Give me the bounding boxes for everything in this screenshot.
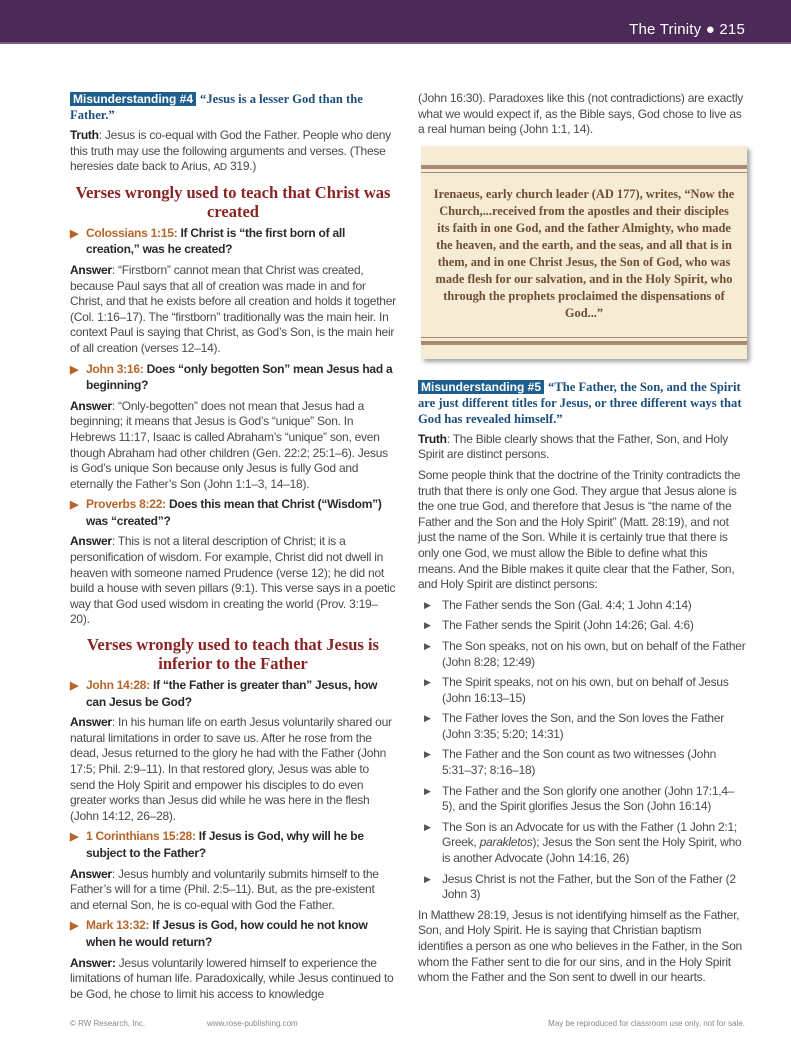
truth-paragraph xyxy=(418,432,746,463)
list-item xyxy=(422,784,746,815)
truth-text: : The Bible clearly shows that the Father, Son, and Holy Spirit are distinct persons. xyxy=(418,431,729,462)
truth-text: : Jesus is co-equal with God the Father. People who deny this truth may use the following arguments and verses. (These heresies date back to Arius, xyxy=(70,128,391,174)
era: AD xyxy=(213,162,227,174)
verse-ref: Proverbs 8:22: xyxy=(86,497,166,512)
question: Does “only begotten Son” mean Jesus had a beginning? xyxy=(86,361,393,393)
answer-label: Answer: xyxy=(70,955,116,970)
divider xyxy=(421,341,747,345)
body-paragraph: Some people think that the doctrine of the Trinity contradicts the truth that there is only one God. They argue that Jesus alone is the one true God, and therefore that Jesus is “the name of the Father and the Son and the Holy Spirit” (Matt. 28:19), and not just the name of the Son. While it is certainly true that there is only one God, we must allow the Bible to define what this means. And the Bible makes it quite clear that the Father, Son, and Holy Spirit are distinct persons: xyxy=(418,467,741,592)
list-text: ); Jesus the Son sent the Holy Spirit, who is another Advocate (John 14:16, 26) xyxy=(442,835,742,866)
left-column xyxy=(70,91,396,1007)
triangle-bullet-icon: ▶ xyxy=(70,499,79,512)
answer-paragraph xyxy=(70,867,396,914)
answer-text: : “Only-begotten” does not mean that Jesus had a beginning; it means that Jesus is God’s “unique” Son. In Hebrews 11:17, Isaac is called Abraham’s “unique” son, even though Abraham had other children (Gen. 22:2; 25:1–6). Jesus is God’s unique Son because only Jesus is fully God and eternally the Father’s Son (John 1:1–3, 14–18). xyxy=(70,398,388,491)
misunderstanding-tag: Misunderstanding #4 xyxy=(70,92,196,106)
verse-ref: 1 Corinthians 15:28: xyxy=(86,829,196,844)
triangle-bullet-icon: ▶ xyxy=(424,599,431,610)
answer-paragraph xyxy=(70,263,396,357)
question-item xyxy=(70,829,396,861)
page-footer xyxy=(0,1007,791,1050)
page-header xyxy=(0,0,791,44)
triangle-bullet-icon: ▶ xyxy=(424,749,431,760)
footer-url[interactable]: www.rose-publishing.com xyxy=(207,1019,298,1029)
answer-paragraph xyxy=(70,715,396,824)
triangle-bullet-icon: ▶ xyxy=(424,677,431,688)
list-item xyxy=(422,820,746,867)
list-text: The Father sends the Son (Gal. 4:4; 1 John 4:14) xyxy=(442,597,692,612)
triangle-bullet-icon: ▶ xyxy=(70,680,79,693)
page-body xyxy=(0,44,791,1007)
misunderstanding-tag: Misunderstanding #5 xyxy=(418,380,544,394)
list-item xyxy=(422,598,746,614)
answer-label: Answer xyxy=(70,715,112,730)
divider xyxy=(421,165,747,169)
running-title: The Trinity ● 215 xyxy=(629,21,745,38)
triangle-bullet-icon: ▶ xyxy=(424,620,431,631)
verse-ref: John 14:28: xyxy=(86,678,150,693)
claim: “The Father, the Son, and the Spirit are just different titles for Jesus, or three different ways that God has revealed himself.” xyxy=(418,379,742,426)
question: If Christ is “the first born of all creation,” was he created? xyxy=(86,225,346,257)
answer-paragraph xyxy=(70,399,396,493)
quote-text: 177), writes, “Now the Church,...received from the apostles and their disciples its faith in one God, and the father Almighty, who made the heaven, and the earth, and the seas, and all that is in them, and in one Christ Jesus, the Son of God, who was made flesh for our salvation, and in the Holy Spirit, who through the prophets proclaimed the dispensations of God...” xyxy=(435,186,735,320)
answer-text: : In his human life on earth Jesus voluntarily shared our natural limitations in order to save us. After he rose from the dead, Jesus returned to the glory he had with the Father (John 17:5; Phil. 2:9–11). In that restored glory, Jesus was able to send the Holy Spirit and empower his disciples to do even greater works than Jesus did while he was here in the flesh (John 14:12, 26–28). xyxy=(70,715,392,823)
question-item xyxy=(70,497,396,529)
question: If Jesus is God, why will he be subject to the Father? xyxy=(86,829,364,860)
footer-copyright: © RW Research, Inc. xyxy=(70,1019,146,1029)
list-text: The Father and the Son glorify one another (John 17:1,4–5), and the Spirit glorifies Jesus the Son (John 16:14) xyxy=(442,783,735,814)
question-item xyxy=(70,362,396,394)
verse-ref: John 3:16: xyxy=(86,361,144,376)
list-text: The Father and the Son count as two witnesses (John 5:31–37; 8:16–18) xyxy=(442,747,717,778)
question: Does this mean that Christ (“Wisdom”) was “created”? xyxy=(86,497,382,528)
list-text: The Father sends the Spirit (John 14:26; Gal. 4:6) xyxy=(442,618,694,633)
answer-text: : Jesus humbly and voluntarily submits himself to the Father’s will for a time (Phil. 2:5–11). But, as the pre-existent and eternal Son, he is co-equal with God the Father. xyxy=(70,866,379,912)
triangle-bullet-icon: ▶ xyxy=(424,640,431,651)
answer-paragraph xyxy=(70,534,396,628)
list-item xyxy=(422,675,746,706)
divider xyxy=(421,337,747,338)
truth-label: Truth xyxy=(70,128,99,142)
section-heading-created: Verses wrongly used to teach that Christ was created xyxy=(75,182,391,221)
quote-pre: Irenaeus, early church leader ( xyxy=(433,186,596,201)
list-text: The Father loves the Son, and the Son loves the Father (John 3:35; 5:20; 14:31) xyxy=(442,711,725,741)
list-text: Jesus Christ is not the Father, but the Son of the Father (2 John 3) xyxy=(442,871,736,902)
triangle-bullet-icon: ▶ xyxy=(424,785,431,796)
triangle-bullet-icon: ▶ xyxy=(70,831,79,844)
answer-text: : This is not a literal description of Christ; it is a personification of wisdom. For example, Christ did not dwell in heaven with someone named Prudence (verse 12); he did not build a house with seven pillars (9:1). This verse says in a poetic way that God used wisdom in creating the world (Prov. 3:19–20). xyxy=(70,534,396,627)
greek-term: parakletos xyxy=(479,835,533,850)
claim: “Jesus is a lesser God than the Father.” xyxy=(70,92,363,122)
triangle-bullet-icon: ▶ xyxy=(424,821,431,832)
answer-label: Answer xyxy=(70,866,112,881)
era: AD xyxy=(595,186,614,201)
answer-label: Answer xyxy=(70,262,112,277)
triangle-bullet-icon: ▶ xyxy=(424,873,431,884)
list-item xyxy=(422,747,746,778)
irenaeus-quote xyxy=(433,186,735,322)
list-item xyxy=(422,618,746,634)
right-column xyxy=(418,91,746,1007)
list-item xyxy=(422,711,746,742)
question: If Jesus is God, how could he not know when he would return? xyxy=(86,918,368,949)
verse-ref: Colossians 1:15: xyxy=(86,225,178,240)
triangle-bullet-icon: ▶ xyxy=(70,227,79,240)
divider xyxy=(421,172,747,173)
triangle-bullet-icon: ▶ xyxy=(70,363,79,376)
question-item xyxy=(70,226,396,258)
answer-text: Jesus voluntarily lowered himself to experience the limitations of human life. Paradoxically, while Jesus continued to be God, he chose to limit his access to knowledge xyxy=(70,955,394,1001)
answer-label: Answer xyxy=(70,398,112,413)
year: 319.) xyxy=(226,159,257,174)
misunderstanding-5-heading xyxy=(418,379,746,427)
list-text: The Spirit speaks, not on his own, but on behalf of Jesus (John 16:13–15) xyxy=(442,675,729,705)
list-item xyxy=(422,872,746,903)
truth-label: Truth xyxy=(418,431,447,446)
triangle-bullet-icon: ▶ xyxy=(70,920,79,933)
list-text: The Son speaks, not on his own, but on behalf of the Father (John 8:28; 12:49) xyxy=(442,638,746,669)
section-heading-inferior: Verses wrongly used to teach that Jesus is inferior to the Father xyxy=(87,635,379,674)
continued-paragraph: (John 16:30). Paradoxes like this (not contradictions) are exactly what we would expect if, as the Bible says, God chose to live as a real human being (John 1:1, 14). xyxy=(418,91,744,137)
misunderstanding-4-heading xyxy=(70,91,396,123)
closing-paragraph: In Matthew 28:19, Jesus is not identifying himself as the Father, Son, and Holy Spirit. He is saying that Christian baptism identifies a person as one who believes in the Father, in the Son whom the Father sent to die for our sins, and in the Holy Spirit whom the Father and the Son sent to dwell in our hearts. xyxy=(418,907,742,985)
question: If “the Father is greater than” Jesus, how can Jesus be God? xyxy=(86,678,378,709)
quote-box xyxy=(421,146,747,359)
answer-label: Answer xyxy=(70,534,112,549)
question-item xyxy=(70,678,396,710)
verse-ref: Mark 13:32: xyxy=(86,918,150,933)
answer-text: : “Firstborn” cannot mean that Christ was created, because Paul says that all of creation was made in and for Christ, and that he exists before all creation and holds it together (Col. 1:16–17). The “firstborn” traditionally was the main heir. In context Paul is saying that Christ, as God’s Son, is the main heir of all creation (verses 12–14). xyxy=(70,262,396,355)
list-item xyxy=(422,639,746,670)
footer-notice: May be reproduced for classroom use only, not for sale. xyxy=(548,1019,745,1029)
truth-paragraph xyxy=(70,128,396,176)
list-text: The Son is an Advocate for us with the Father (1 John 2:1; Greek, xyxy=(442,819,738,850)
question-item xyxy=(70,918,396,950)
triangle-bullet-icon: ▶ xyxy=(424,713,431,724)
answer-paragraph xyxy=(70,956,396,1003)
